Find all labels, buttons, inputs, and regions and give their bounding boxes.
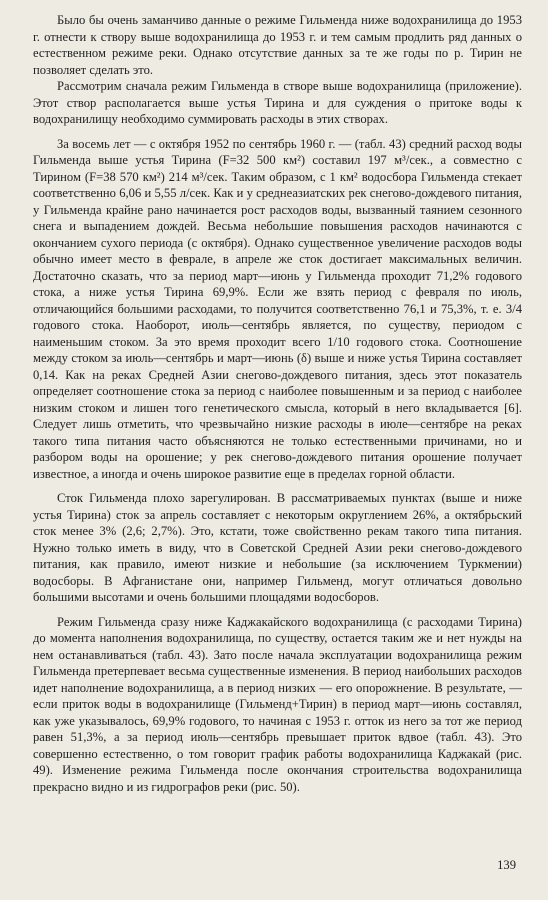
page-number: 139 (497, 858, 516, 872)
paragraph-1: Было бы очень заманчиво данные о режиме Гильменда ниже водохранилища до 1953 г. отнести к створу выше водохранилища до 1953 г. и тем самым продлить ряд данных о естественном режиме реки. Однако отсутствие данных за те же годы по р. Тирин не позволяет сделать это. (33, 13, 522, 77)
paragraph-4: Сток Гильменда плохо зарегулирован. В рассматриваемых пунктах (выше и ниже устья Тирина) сток за апрель составляет с некоторым округлением 26%, а октябрьский сток менее 3% (2,6; 2,7%). Это, кстати, тоже свойственно рекам такого типа питания. Нужно только иметь в виду, что в Советской Средней Азии реки снегово-дождевого питания, как правило, имеют низкие и небольшие (за исключением Туркмении) водосборы. В Афганистане они, например Гильменд, могут отличаться довольно большими высотами и очень большими площадями водосборов. (33, 491, 522, 604)
body-text (33, 12, 522, 795)
paragraph-2: Рассмотрим сначала режим Гильменда в створе выше водохранилища (приложение). Этот створ располагается выше устья Тирина и для суждения о притоке воды к водохранилищу необходимо суммировать расходы в этих створах. (33, 79, 522, 126)
paragraph-3: За восемь лет — с октября 1952 по сентябрь 1960 г. — (табл. 43) средний расход воды Гильменда выше устья Тирина (F=32 500 км²) составил 197 м³/сек., а совместно с Тирином (F=38 570 км²) 214 м³/сек. Таким образом, с 1 км² водосбора Гильменда стекает соответственно 6,06 и 5,55 л/сек. Как и у среднеазиатских рек снегово-дождевого питания, у Гильменда крайне рано начинается рост расходов воды, вызванный таянием сезонного снега и выпадением дождей. Весьма небольшие повышения расходов начинаются с окончанием сухого периода (с октября). Однако существенное увеличение расходов воды обычно имеет место в феврале, в апреле же сток достигает максимальных величин. Достаточно сказать, что за период март—июнь у Гильменда проходит 71,2% годового стока, а ниже устья Тирина 69,9%. Если же взять период с февраля по июль, отличающийся большими расходами, то получится соответственно 76,1 и 75,3%, т. е. 3/4 годового стока. Наоборот, июль—сентябрь является, по существу, периодом с наименьшим стоком. За это время проходит всего 1/10 годового стока. Соотношение между стоком за июль—сентябрь и март—июнь (δ) выше и ниже устья Тирина составляет 0,14. Как на реках Средней Азии снегово-дождевого питания, здесь этот показатель определяет соотношение стока за период с наиболее повышенным и за период с наиболее низким стоком и лишен того генетического смысла, который в него вкладывается [6]. Следует лишь отметить, что чрезвычайно низкие расходы в июле—сентябре на реках такого типа питания часто объясняются не только естественными причинами, но и разбором воды на орошение; у рек снегово-дождевого питания орошение получает известное, а иногда и очень широкое развитие еще в пределах горной области. (33, 136, 522, 481)
paragraph-5: Режим Гильменда сразу ниже Каджакайского водохранилища (с расходами Тирина) до момента наполнения водохранилища, по существу, остается таким же и нет нужды на нем останавливаться (табл. 43). Зато после начала эксплуатации водохранилища режим Гильменда претерпевает весьма существенные изменения. В период наибольших расходов идет наполнение водохранилища, а в период низких — его опорожнение. В результате, — если приток воды в водохранилище (Гильменд+Тирин) в период март—июнь составлял, как уже указывалось, 69,9% годового, то начиная с 1953 г. отток из него за тот же период равен 51,3%, а за период июль—сентябрь превышает приток вдвое (табл. 43). Это совершенно естественно, о том говорит график работы водохранилища Каджакай (рис. 49). Изменение режима Гильменда после окончания строительства водохранилища прекрасно видно и из гидрографов реки (рис. 50). (33, 614, 522, 794)
